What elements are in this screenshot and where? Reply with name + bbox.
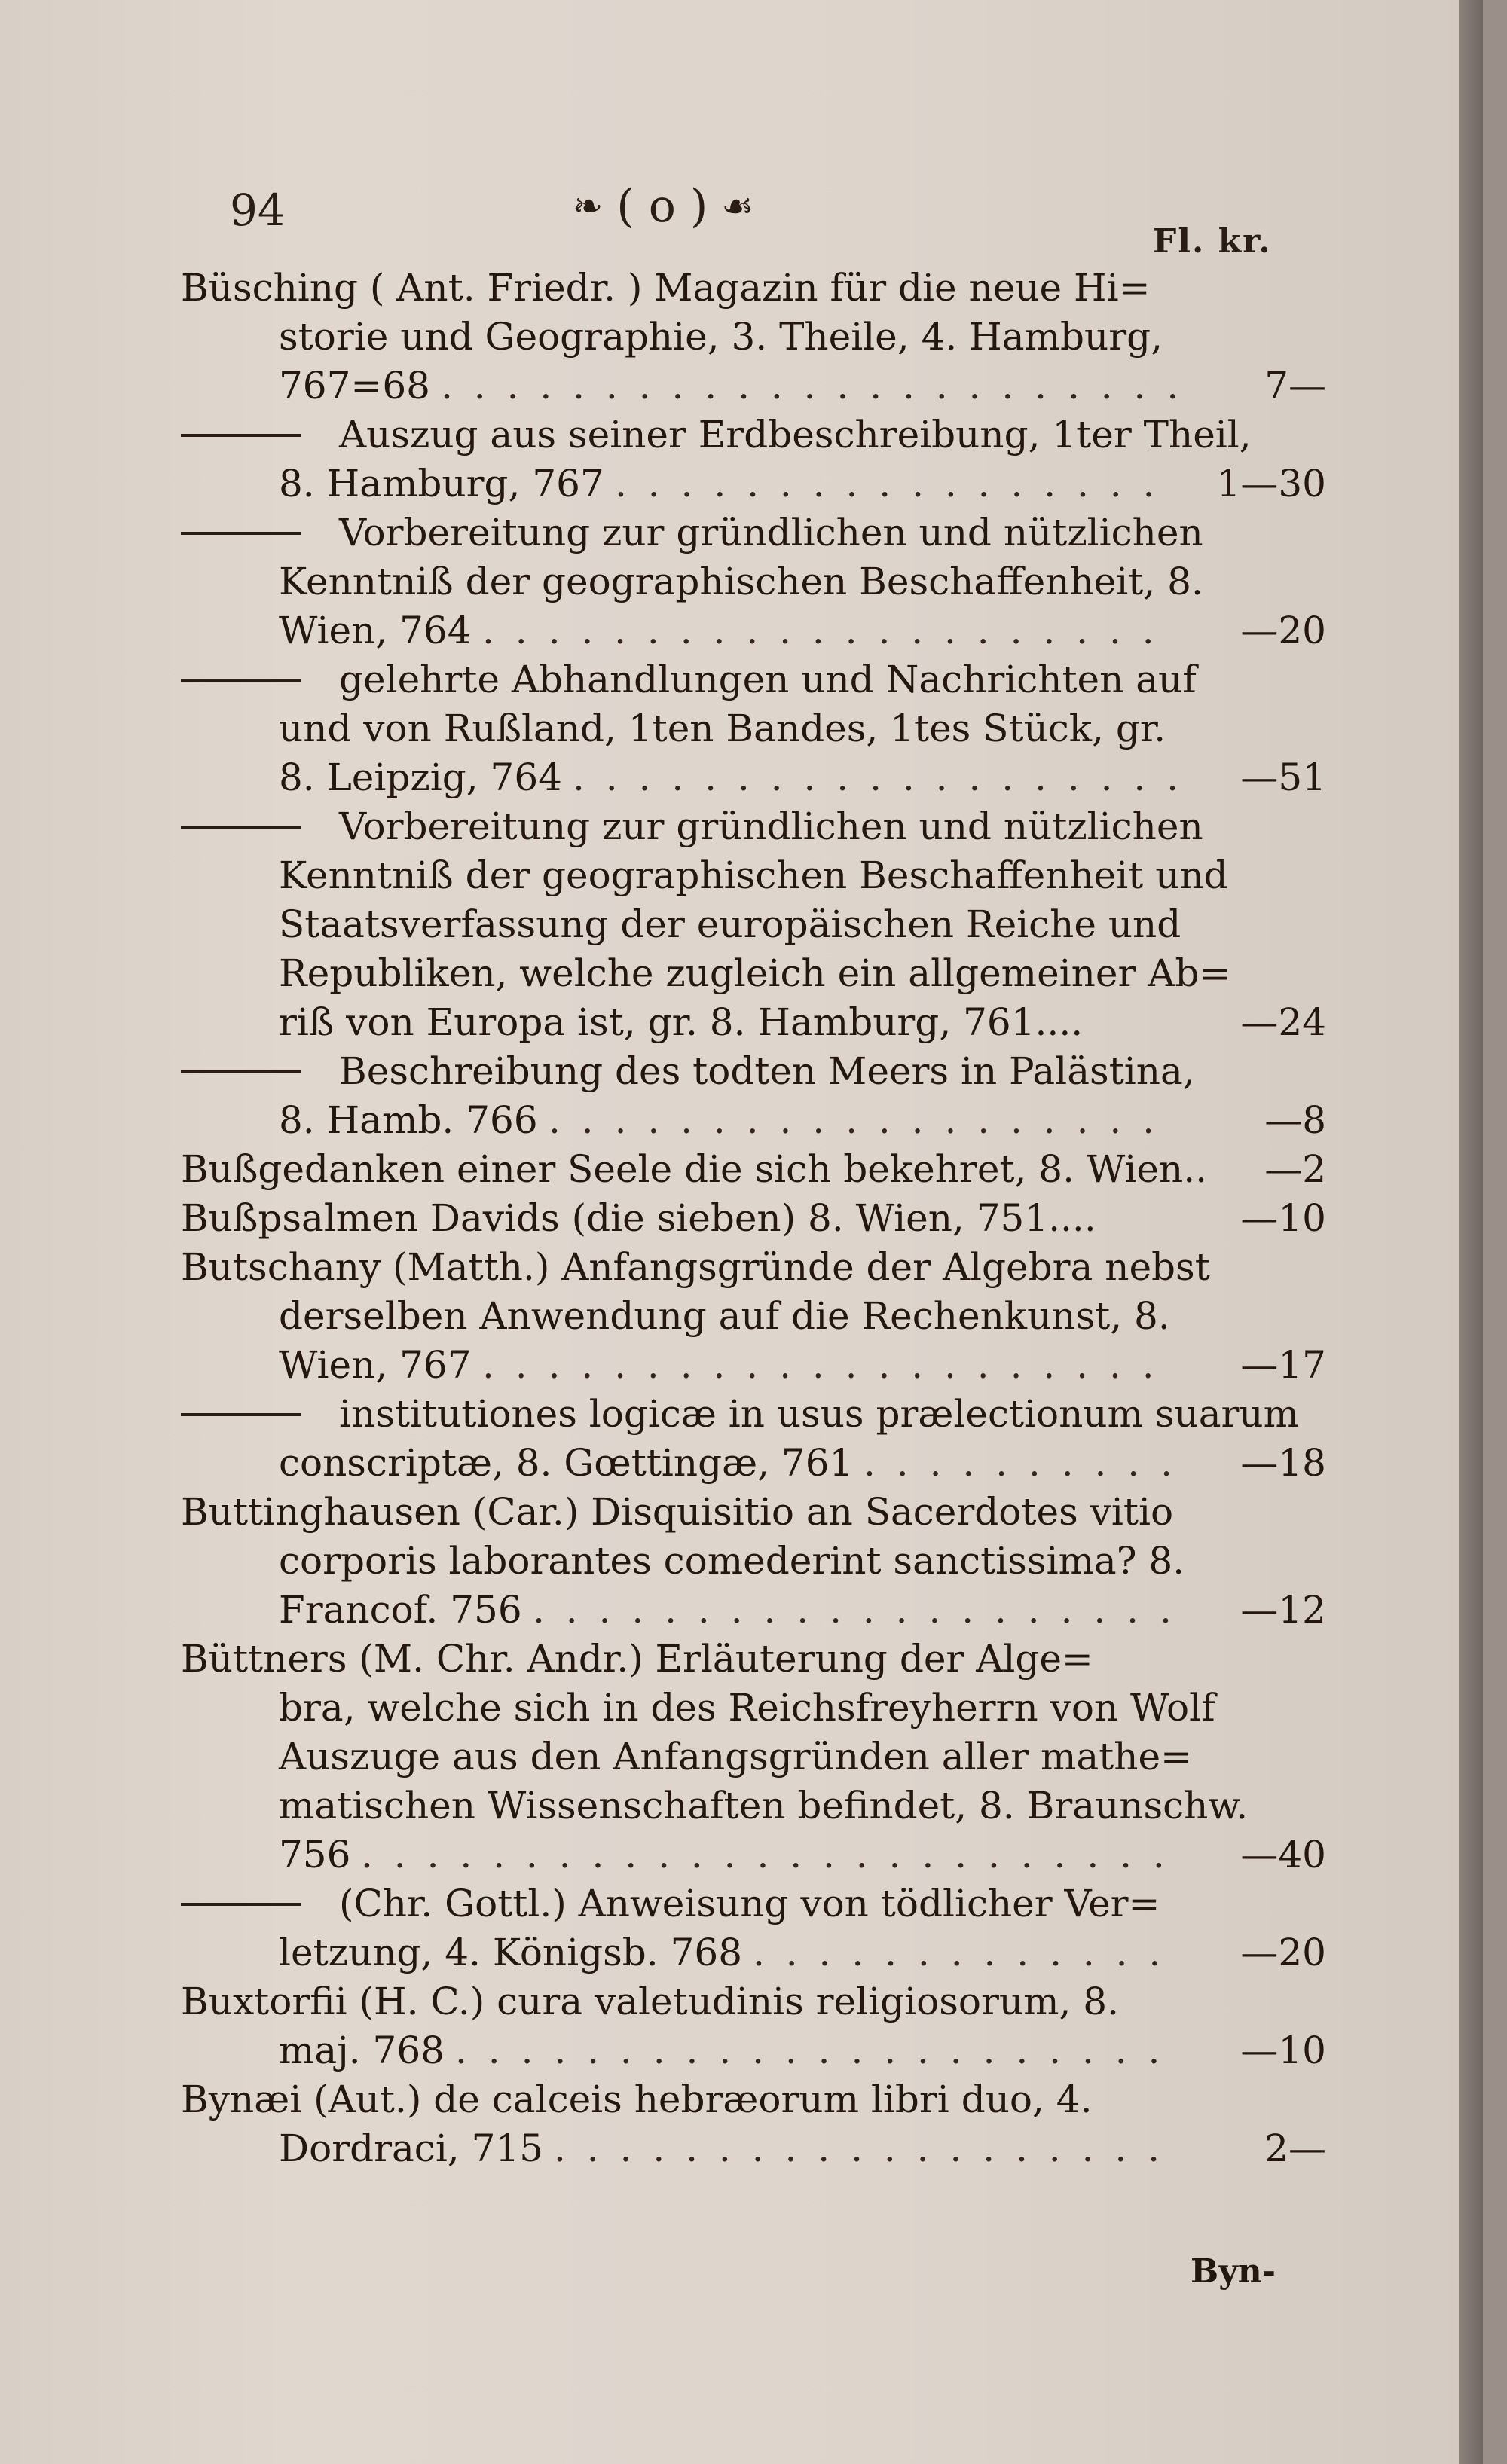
leader-dots [864, 1439, 1175, 1488]
line-text: Wien, 767 [279, 1343, 472, 1387]
leader-dots [615, 460, 1175, 508]
line-text: corporis laborantes comederint sanctissima? 8. [279, 1539, 1185, 1583]
catalog-line [181, 900, 1326, 949]
line-text: Wien, 764 [279, 609, 472, 652]
catalog-line [181, 508, 1326, 557]
line-text: Kenntniß der geographischen Beschaffenheit, 8. [279, 560, 1203, 603]
line-text: Republiken, welche zugleich ein allgemeiner Ab= [279, 951, 1231, 995]
line-price: 7— [1264, 364, 1326, 408]
line-text: Büsching ( Ant. Friedr. ) Magazin für die neue Hi= [181, 266, 1151, 310]
catalog-line [181, 1733, 1326, 1782]
catalog-line [181, 1243, 1326, 1292]
line-text: letzung, 4. Königsb. 768 [279, 1931, 743, 1974]
ditto-dash [181, 679, 301, 682]
line-text: 767=68 [279, 364, 430, 408]
catalog-line [181, 1047, 1326, 1096]
catalog-line [181, 655, 1326, 704]
catalog-line [181, 1928, 1326, 1977]
line-price: —17 [1240, 1343, 1326, 1387]
catalog-line [181, 753, 1326, 802]
line-text: maj. 768 [279, 2029, 445, 2072]
line-text: Bußpsalmen Davids (die sieben) 8. Wien, 751.... [181, 1196, 1096, 1240]
catalog-line [181, 1684, 1326, 1733]
line-text: Bußgedanken einer Seele die sich bekehret, 8. Wien.. [181, 1147, 1207, 1191]
ditto-dash [181, 1070, 301, 1073]
catalog-line [181, 1439, 1326, 1488]
catalog-line [181, 411, 1326, 460]
leader-dots [482, 606, 1175, 655]
catalog-line [181, 1977, 1326, 2026]
line-text: Buxtorfii (H. C.) cura valetudinis religiosorum, 8. [181, 1980, 1119, 2023]
catalog-line [181, 949, 1326, 998]
fleuron-left-icon: ❧ [573, 185, 604, 227]
line-price: —2 [1264, 1147, 1326, 1191]
catalog-line [181, 557, 1326, 606]
fleuron-right-icon: ☙ [721, 185, 754, 227]
page-header [0, 169, 1483, 260]
catalog-line [181, 704, 1326, 753]
catalog-line [181, 1341, 1326, 1390]
line-text: 8. Hamb. 766 [279, 1098, 538, 1142]
line-text: 8. Leipzig, 764 [279, 756, 562, 799]
catalog-line [181, 460, 1326, 508]
catalog-entries [181, 264, 1326, 2173]
header-ornament [573, 180, 754, 233]
catalog-line [181, 1096, 1326, 1145]
line-text: Beschreibung des todten Meers in Palästina, [339, 1049, 1195, 1093]
catalog-line [181, 1390, 1326, 1439]
line-text: 756 [279, 1833, 351, 1876]
catalog-line [181, 313, 1326, 362]
line-text: Francof. 756 [279, 1588, 522, 1632]
leader-dots [753, 1928, 1175, 1977]
line-text: matischen Wissenschaften befindet, 8. Braunschw. [279, 1784, 1249, 1827]
leader-dots [361, 1830, 1175, 1879]
line-price: —40 [1240, 1833, 1326, 1876]
line-text: Auszug aus seiner Erdbeschreibung, 1ter Theil, [339, 413, 1252, 456]
catalog-line [181, 1830, 1326, 1879]
ditto-dash [181, 826, 301, 829]
line-text: Butschany (Matth.) Anfangsgründe der Algebra nebst [181, 1245, 1210, 1289]
leader-dots [554, 2124, 1175, 2173]
catalog-line [181, 2075, 1326, 2124]
ditto-dash [181, 1903, 301, 1906]
line-price: —18 [1240, 1441, 1326, 1485]
catalog-line [181, 1782, 1326, 1830]
catchword: Byn- [1191, 2252, 1276, 2291]
catalog-line [181, 1292, 1326, 1341]
line-price: —20 [1240, 609, 1326, 652]
line-text: conscriptæ, 8. Gœttingæ, 761 [279, 1441, 854, 1485]
line-text: gelehrte Abhandlungen und Nachrichten auf [339, 658, 1197, 701]
line-text: institutiones logicæ in usus prælectionum suarum [339, 1392, 1300, 1436]
line-text: derselben Anwendung auf die Rechenkunst, 8. [279, 1294, 1170, 1338]
catalog-line [181, 1488, 1326, 1537]
page-gutter [1459, 0, 1483, 2464]
line-text: Auszuge aus den Anfangsgründen aller mathe= [279, 1735, 1192, 1779]
price-column-heading: Fl. kr. [1153, 222, 1272, 261]
leader-dots [441, 362, 1175, 411]
catalog-line [181, 1145, 1326, 1194]
leader-dots [549, 1096, 1175, 1145]
line-price: —20 [1240, 1931, 1326, 1974]
catalog-line [181, 1586, 1326, 1635]
line-text: Staatsverfassung der europäischen Reiche und [279, 902, 1181, 946]
line-price: —8 [1264, 1098, 1326, 1142]
leader-dots [482, 1341, 1175, 1390]
line-text: 8. Hamburg, 767 [279, 462, 604, 505]
line-text: bra, welche sich in des Reichsfreyherrn von Wolf [279, 1686, 1215, 1730]
leader-dots [533, 1586, 1175, 1635]
page-number: 94 [230, 185, 286, 236]
line-text: Vorbereitung zur gründlichen und nützlichen [339, 805, 1203, 848]
catalog-line [181, 851, 1326, 900]
leader-dots [455, 2026, 1175, 2075]
line-text: storie und Geographie, 3. Theile, 4. Hamburg, [279, 315, 1163, 359]
line-price: —10 [1240, 2029, 1326, 2072]
catalog-line [181, 2124, 1326, 2173]
line-text: Bynæi (Aut.) de calceis hebræorum libri duo, 4. [181, 2078, 1093, 2121]
line-text: Buttinghausen (Car.) Disquisitio an Sacerdotes vitio [181, 1490, 1174, 1534]
catalog-line [181, 606, 1326, 655]
catalog-line [181, 1537, 1326, 1586]
line-price: —12 [1240, 1588, 1326, 1632]
ditto-dash [181, 1413, 301, 1416]
ditto-dash [181, 434, 301, 437]
catalog-line [181, 362, 1326, 411]
line-price: —24 [1240, 1000, 1326, 1044]
line-text: Dordraci, 715 [279, 2127, 544, 2170]
catalog-line [181, 1879, 1326, 1928]
line-price: 1—30 [1216, 462, 1326, 505]
catalog-line [181, 264, 1326, 313]
catalog-line [181, 2026, 1326, 2075]
line-text: Vorbereitung zur gründlichen und nützlichen [339, 511, 1203, 554]
ditto-dash [181, 532, 301, 535]
line-text: (Chr. Gottl.) Anweisung von tödlicher Ver= [339, 1882, 1160, 1925]
line-price: —51 [1240, 756, 1326, 799]
line-text: riß von Europa ist, gr. 8. Hamburg, 761.... [279, 1000, 1084, 1044]
catalog-line [181, 998, 1326, 1047]
catalog-line [181, 1635, 1326, 1684]
catalog-line [181, 802, 1326, 851]
line-text: Büttners (M. Chr. Andr.) Erläuterung der Alge= [181, 1637, 1093, 1681]
line-price: 2— [1264, 2127, 1326, 2170]
catalog-line [181, 1194, 1326, 1243]
line-text: Kenntniß der geographischen Beschaffenheit und [279, 853, 1228, 897]
line-text: und von Rußland, 1ten Bandes, 1tes Stück, gr. [279, 707, 1166, 750]
line-price: —10 [1240, 1196, 1326, 1240]
leader-dots [573, 753, 1175, 802]
ornament-center: ( o ) [616, 180, 708, 233]
